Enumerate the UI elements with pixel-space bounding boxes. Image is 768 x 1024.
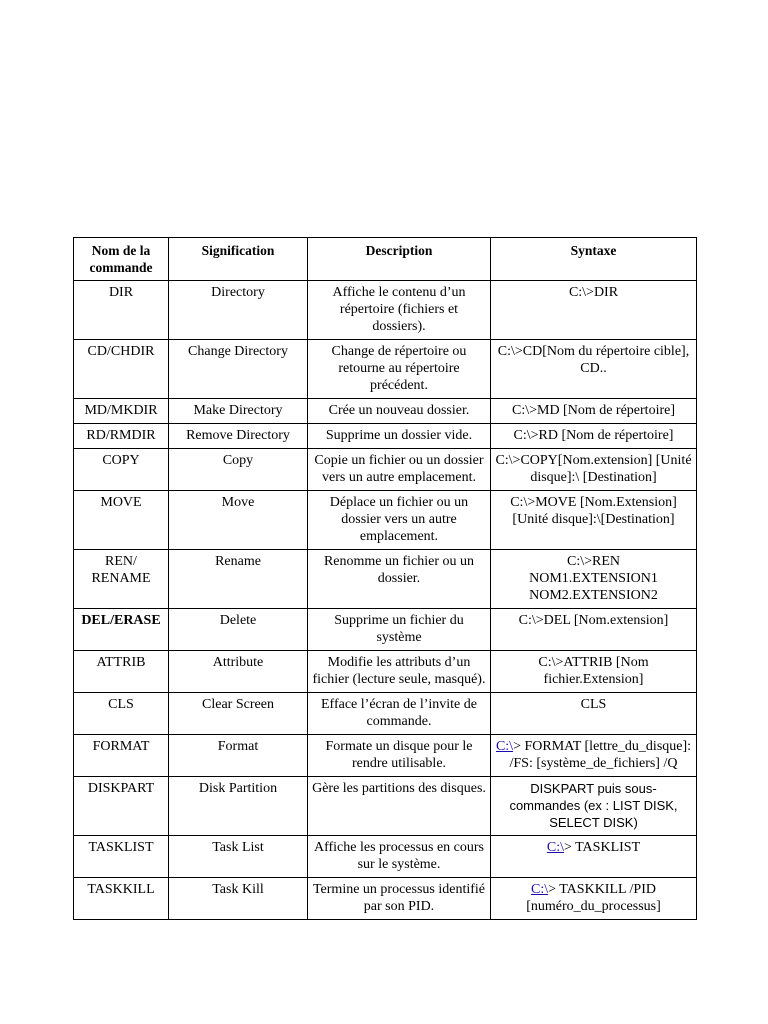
description-cell: Termine un processus identifié par son PID. [308, 878, 491, 920]
table-row [74, 449, 697, 491]
syntax-cell: CLS [491, 693, 697, 735]
meaning-cell: Move [169, 491, 308, 550]
syntax-cell [491, 836, 697, 878]
syntax-line: C:\>CD[Nom du répertoire cible], [497, 344, 690, 359]
syntax-line: NOM1.EXTENSION1 [529, 571, 658, 586]
table-row [74, 424, 697, 449]
table-row [74, 609, 697, 651]
table-row [74, 836, 697, 878]
command-cell: REN/ RENAME [74, 550, 169, 609]
table-row [74, 878, 697, 920]
description-cell: Supprime un fichier du système [308, 609, 491, 651]
meaning-cell: Rename [169, 550, 308, 609]
table-row [74, 735, 697, 777]
syntax-line: CD.. [580, 361, 607, 376]
command-cell: DEL/ERASE [74, 609, 169, 651]
table-row [74, 693, 697, 735]
command-cell: FORMAT [74, 735, 169, 777]
command-cell: TASKKILL [74, 878, 169, 920]
commands-table [73, 237, 697, 920]
drive-link[interactable]: C:\ [530, 882, 549, 897]
syntax-cell: C:\>RD [Nom de répertoire] [491, 424, 697, 449]
drive-link[interactable]: C:\ [546, 840, 564, 855]
meaning-cell: Task List [169, 836, 308, 878]
meaning-cell: Attribute [169, 651, 308, 693]
command-cell: COPY [74, 449, 169, 491]
syntax-cell: C:\>DEL [Nom.extension] [491, 609, 697, 651]
description-cell: Supprime un dossier vide. [308, 424, 491, 449]
description-cell: Gère les partitions des disques. [308, 777, 491, 836]
syntax-cell: C:\>MOVE [Nom.Extension] [Unité disque]:\[Destination] [491, 491, 697, 550]
description-cell: Crée un nouveau dossier. [308, 399, 491, 424]
table-header-row [74, 238, 697, 281]
header-syntax: Syntaxe [491, 238, 697, 281]
command-cell: CD/CHDIR [74, 340, 169, 399]
command-cell: CLS [74, 693, 169, 735]
syntax-cell [491, 878, 697, 920]
description-cell: Formate un disque pour le rendre utilisable. [308, 735, 491, 777]
meaning-cell: Clear Screen [169, 693, 308, 735]
table-row [74, 777, 697, 836]
syntax-cell: C:\>DIR [491, 281, 697, 340]
meaning-cell: Copy [169, 449, 308, 491]
description-cell: Change de répertoire ou retourne au répertoire précédent. [308, 340, 491, 399]
header-command-name: Nom de la commande [74, 238, 169, 281]
meaning-cell: Change Directory [169, 340, 308, 399]
command-cell: RD/RMDIR [74, 424, 169, 449]
table-row [74, 399, 697, 424]
description-cell: Déplace un fichier ou un dossier vers un autre emplacement. [308, 491, 491, 550]
meaning-cell: Directory [169, 281, 308, 340]
syntax-line: NOM2.EXTENSION2 [529, 588, 658, 603]
description-cell: Renomme un fichier ou un dossier. [308, 550, 491, 609]
syntax-text: > TASKKILL /PID [numéro_du_processus] [526, 882, 661, 914]
table-row [74, 281, 697, 340]
header-description: Description [308, 238, 491, 281]
description-cell: Affiche le contenu d’un répertoire (fichiers et dossiers). [308, 281, 491, 340]
meaning-cell: Task Kill [169, 878, 308, 920]
description-cell: Modifie les attributs d’un fichier (lecture seule, masqué). [308, 651, 491, 693]
command-cell: ATTRIB [74, 651, 169, 693]
command-cell: DISKPART [74, 777, 169, 836]
syntax-cell: C:\>ATTRIB [Nom fichier.Extension] [491, 651, 697, 693]
syntax-cell [491, 340, 697, 399]
meaning-cell: Delete [169, 609, 308, 651]
command-cell: DIR [74, 281, 169, 340]
syntax-line: C:\>REN [566, 554, 620, 569]
syntax-cell: DISKPART puis sous-commandes (ex : LIST DISK, SELECT DISK) [491, 777, 697, 836]
table-row [74, 491, 697, 550]
description-cell: Copie un fichier ou un dossier vers un autre emplacement. [308, 449, 491, 491]
command-cell: MD/MKDIR [74, 399, 169, 424]
command-cell: MOVE [74, 491, 169, 550]
description-cell: Efface l’écran de l’invite de commande. [308, 693, 491, 735]
description-cell: Affiche les processus en cours sur le système. [308, 836, 491, 878]
syntax-cell: C:\>MD [Nom de répertoire] [491, 399, 697, 424]
command-cell: TASKLIST [74, 836, 169, 878]
syntax-text: > FORMAT [lettre_du_disque]: /FS: [système_de_fichiers] /Q [509, 739, 692, 771]
table-row [74, 651, 697, 693]
syntax-text: > TASKLIST [563, 840, 641, 855]
header-meaning: Signification [169, 238, 308, 281]
syntax-cell [491, 735, 697, 777]
drive-link[interactable]: C:\ [495, 739, 514, 754]
meaning-cell: Format [169, 735, 308, 777]
meaning-cell: Remove Directory [169, 424, 308, 449]
table-row [74, 550, 697, 609]
syntax-cell [491, 550, 697, 609]
meaning-cell: Disk Partition [169, 777, 308, 836]
meaning-cell: Make Directory [169, 399, 308, 424]
syntax-cell: C:\>COPY[Nom.extension] [Unité disque]:\ [Destination] [491, 449, 697, 491]
table-row [74, 340, 697, 399]
